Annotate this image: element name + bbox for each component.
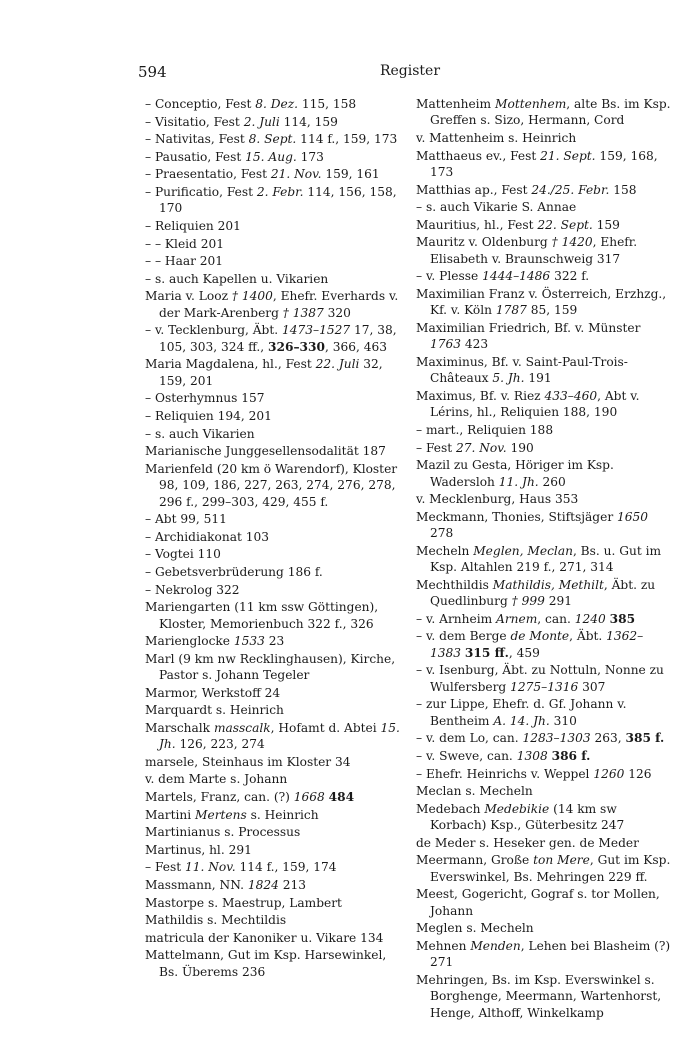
index-entry: Maximilian Friedrich, Bf. v. Münster 1763 423 bbox=[416, 320, 641, 352]
index-entry: – Abt 99, 511 bbox=[145, 512, 227, 527]
index-entry: Mazil zu Gesta, Höriger im Ksp. Wadersloh 11. Jh. 260 bbox=[416, 458, 614, 489]
index-entry: – Nekrolog 322 bbox=[145, 582, 240, 597]
index-entry: – v. dem Lo, can. 1283–1303 263, 385 f. bbox=[416, 731, 665, 746]
index-entry: de Meder s. Heseker gen. de Meder bbox=[416, 835, 639, 850]
index-entry: – v. Sweve, can. 1308 386 f. bbox=[416, 748, 591, 763]
index-entry: Matthaeus ev., Fest 21. Sept. 159, 168, 173 bbox=[416, 148, 658, 179]
index-entry: – Archidiakonat 103 bbox=[145, 529, 270, 544]
index-entry: – zur Lippe, Ehefr. d. Gf. Johann v. Bentheim A. 14. Jh. 310 bbox=[416, 697, 627, 728]
index-entry: – v. Arnheim Arnem, can. 1240 385 bbox=[416, 611, 636, 626]
index-column-right bbox=[416, 96, 671, 1022]
index-entry: Maximinus, Bf. v. Saint-Paul-Trois-Châteaux 5. Jh. 191 bbox=[416, 354, 628, 386]
index-entry: Medebach Medebikie (14 km sw Korbach) Ksp., Güterbesitz 247 bbox=[416, 801, 625, 833]
index-entry: Mattelmann, Gut im Ksp. Harsewinkel, Bs. Überems 236 bbox=[145, 948, 387, 979]
index-entry: – Gebetsverbrüderung 186 f. bbox=[145, 564, 323, 579]
index-entry: Mauritius, hl., Fest 22. Sept. 159 bbox=[416, 217, 620, 232]
index-entry: – Reliquien 194, 201 bbox=[145, 408, 272, 423]
index-entry: Mariengarten (11 km ssw Göttingen), Kloster, Memorienbuch 322 f., 326 bbox=[145, 600, 379, 631]
index-entry: Meest, Gogericht, Gograf s. tor Mollen, Johann bbox=[416, 887, 660, 918]
index-entry: Mauritz v. Oldenburg † 1420, Ehefr. Elisabeth v. Braunschweig 317 bbox=[416, 235, 638, 266]
index-entry: – s. auch Kapellen u. Vikarien bbox=[145, 271, 329, 286]
index-entry: – s. auch Vikarien bbox=[145, 426, 255, 441]
index-entry: Martinianus s. Processus bbox=[145, 825, 301, 840]
index-entry: Martinus, hl. 291 bbox=[145, 842, 252, 857]
index-entry: Meermann, Große ton Mere, Gut im Ksp. Everswinkel, Bs. Mehringen 229 ff. bbox=[416, 853, 671, 884]
index-entry: Meclan s. Mecheln bbox=[416, 784, 533, 799]
index-entry: Maximus, Bf. v. Riez 433–460, Abt v. Lérins, hl., Reliquien 188, 190 bbox=[416, 388, 640, 420]
index-entry: Martini Mertens s. Heinrich bbox=[145, 807, 319, 822]
index-entry: Marl (9 km nw Recklinghausen), Kirche, Pastor s. Johann Tegeler bbox=[145, 651, 396, 683]
index-entry: Marienfeld (20 km ö Warendorf), Kloster 98, 109, 186, 227, 263, 274, 276, 278, 296 f., 299–303, 429, 455 f. bbox=[145, 461, 398, 509]
index-entry: – Reliquien 201 bbox=[145, 218, 241, 233]
index-entry: Mehringen, Bs. im Ksp. Everswinkel s. Borghenge, Meermann, Wartenhorst, Henge, Althoff, Winkelkamp bbox=[416, 972, 662, 1020]
page-number: 594 bbox=[138, 63, 167, 81]
index-column-left bbox=[145, 96, 409, 981]
index-entry: – – Haar 201 bbox=[145, 254, 224, 269]
index-entry: Marianische Junggesellensodalität 187 bbox=[145, 444, 386, 459]
index-entry: Meglen s. Mecheln bbox=[416, 921, 534, 936]
index-entry: Meckmann, Thonies, Stiftsjäger 1650 278 bbox=[416, 509, 649, 541]
index-entry: – Conceptio, Fest 8. Dez. 115, 158 bbox=[145, 97, 357, 111]
index-entry: Mathildis s. Mechtildis bbox=[145, 913, 287, 928]
index-entry: v. Mattenheim s. Heinrich bbox=[416, 131, 577, 145]
index-entry: – v. dem Berge de Monte, Äbt. 1362–1383 315 ff., 459 bbox=[416, 629, 644, 660]
index-entry: – Visitatio, Fest 2. Juli 114, 159 bbox=[145, 114, 338, 129]
index-entry: Maria v. Looz † 1400, Ehefr. Everhards v. der Mark-Arenberg † 1387 320 bbox=[145, 289, 399, 320]
index-entry: Marmor, Werkstoff 24 bbox=[145, 685, 281, 700]
index-entry: – Fest 27. Nov. 190 bbox=[416, 440, 534, 455]
index-entry: Matthias ap., Fest 24./25. Febr. 158 bbox=[416, 182, 637, 197]
index-entry: Mecheln Meglen, Meclan, Bs. u. Gut im Ksp. Altahlen 219 f., 271, 314 bbox=[416, 543, 662, 575]
index-entry: Marschalk masscalk, Hofamt d. Abtei 15. Jh. 126, 223, 274 bbox=[145, 720, 400, 752]
index-entry: Maximilian Franz v. Österreich, Erzhzg., Kf. v. Köln 1787 85, 159 bbox=[416, 286, 667, 318]
index-entry: – v. Plesse 1444–1486 322 f. bbox=[416, 269, 590, 284]
running-head: Register bbox=[379, 63, 441, 79]
index-entry: Mattenheim Mottenhem, alte Bs. im Ksp. Greffen s. Sizo, Hermann, Cord bbox=[416, 97, 671, 128]
index-entry: Marienglocke 1533 23 bbox=[145, 634, 285, 649]
index-entry: marsele, Steinhaus im Kloster 34 bbox=[145, 754, 351, 769]
index-entry: matricula der Kanoniker u. Vikare 134 bbox=[145, 930, 384, 945]
index-entry: – v. Isenburg, Äbt. zu Nottuln, Nonne zu Wulfersberg 1275–1316 307 bbox=[416, 663, 664, 694]
index-entry: Maria Magdalena, hl., Fest 22. Juli 32, 159, 201 bbox=[145, 357, 383, 388]
index-entry: Martels, Franz, can. (?) 1668 484 bbox=[145, 790, 355, 805]
index-entry: – mart., Reliquien 188 bbox=[416, 422, 554, 437]
index-entry: – Nativitas, Fest 8. Sept. 114 f., 159, 173 bbox=[145, 132, 398, 147]
index-entry: – Fest 11. Nov. 114 f., 159, 174 bbox=[145, 860, 337, 875]
index-entry: v. dem Marte s. Johann bbox=[145, 772, 288, 787]
index-entry: Mastorpe s. Maestrup, Lambert bbox=[145, 895, 342, 910]
index-entry: – Osterhymnus 157 bbox=[145, 391, 265, 406]
index-entry: Mehnen Menden, Lehen bei Blasheim (?) 271 bbox=[416, 938, 671, 970]
index-entry: – – Kleid 201 bbox=[145, 236, 224, 251]
index-entry: – Ehefr. Heinrichs v. Weppel 1260 126 bbox=[416, 766, 652, 781]
index-entry: Massmann, NN. 1824 213 bbox=[145, 878, 306, 893]
index-entry: – Praesentatio, Fest 21. Nov. 159, 161 bbox=[145, 167, 380, 182]
index-entry: – Purificatio, Fest 2. Febr. 114, 156, 158, 170 bbox=[145, 184, 397, 216]
index-entry: – v. Tecklenburg, Äbt. 1473–1527 17, 38, 105, 303, 324 ff., 326–330, 366, 463 bbox=[145, 323, 397, 354]
index-entry: Mechthildis Mathildis, Methilt, Äbt. zu Quedlinburg † 999 291 bbox=[416, 577, 656, 609]
index-entry: Marquardt s. Heinrich bbox=[145, 703, 284, 718]
index-entry: – Vogtei 110 bbox=[145, 547, 221, 562]
index-entry: – Pausatio, Fest 15. Aug. 173 bbox=[145, 149, 324, 164]
index-entry: v. Mecklenburg, Haus 353 bbox=[416, 492, 579, 507]
index-entry: – s. auch Vikarie S. Annae bbox=[416, 200, 577, 215]
